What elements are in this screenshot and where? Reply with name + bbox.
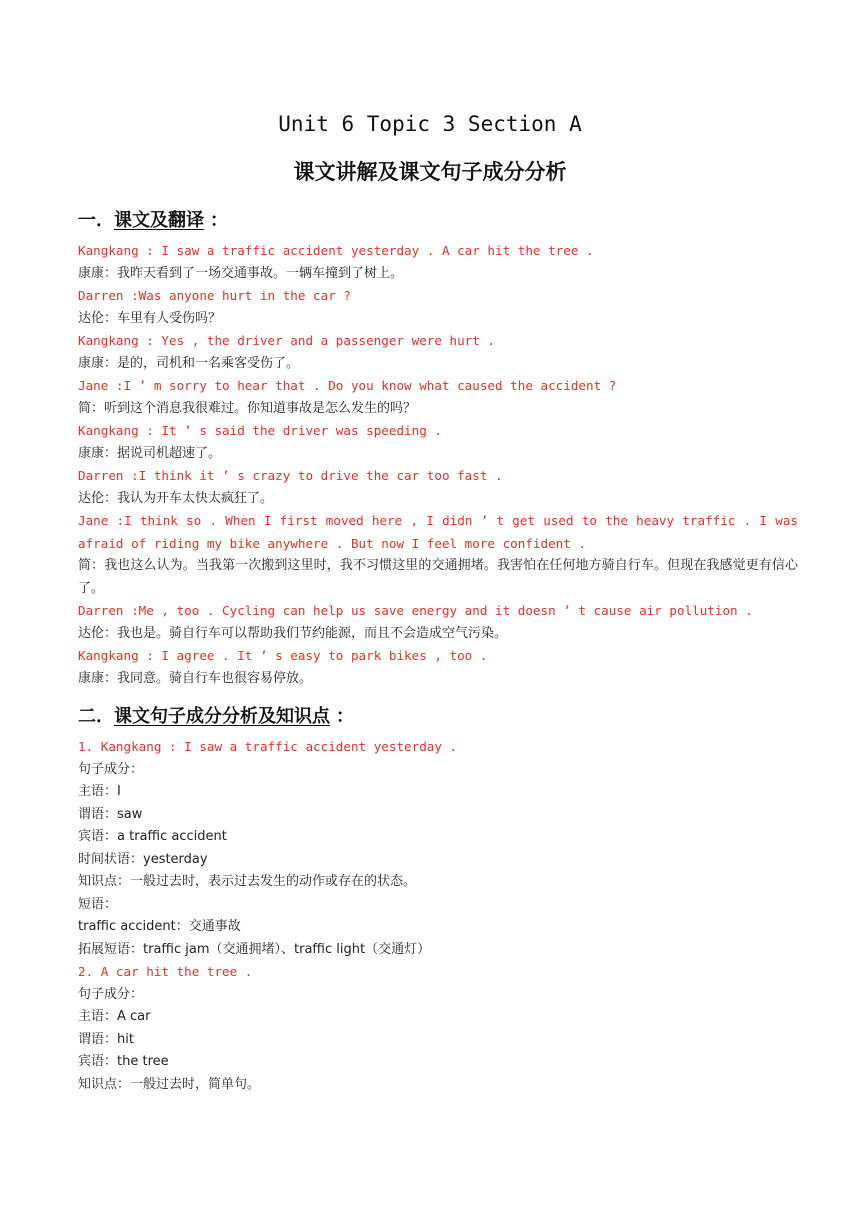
section-1-title: 课文及翻译 <box>114 210 204 231</box>
chinese-line: 时间状语：yesterday <box>78 851 208 867</box>
chinese-line: 句子成分： <box>78 761 144 777</box>
chinese-line: 康康：我昨天看到了一场交通事故。一辆车撞到了树上。 <box>78 265 404 281</box>
english-line: Darren :I think it ’ s crazy to drive the car too fast . <box>78 468 503 483</box>
chinese-line: 谓语：saw <box>78 806 143 822</box>
chinese-line: 知识点：一般过去时，表示过去发生的动作或存在的状态。 <box>78 874 417 889</box>
section-2-prefix: 二． <box>78 706 114 727</box>
chinese-line: 拓展短语：traffic jam（交通拥堵）、traffic light（交通灯） <box>78 941 431 957</box>
section-2-suffix: ： <box>336 706 354 727</box>
english-line: Kangkang : Yes , the driver and a passenger were hurt . <box>78 333 496 348</box>
chinese-line: 主语：A car <box>78 1009 151 1024</box>
chinese-line: 句子成分： <box>78 986 144 1002</box>
english-line: Darren :Was anyone hurt in the car ? <box>78 288 351 303</box>
english-line: Jane :I think so . When I first moved here , I didn ’ t get used to the heavy traffic . I was afraid of riding my bike anywhere . But now I feel more confident . <box>78 513 798 551</box>
english-line: Jane :I ’ m sorry to hear that . Do you know what caused the accident ? <box>78 378 617 393</box>
chinese-line: traffic accident：交通事故 <box>78 919 241 934</box>
chinese-line: 知识点：一般过去时，简单句。 <box>78 1076 261 1092</box>
chinese-line: 宾语：the tree <box>78 1054 169 1069</box>
english-line: Kangkang : I saw a traffic accident yesterday . A car hit the tree . <box>78 243 594 258</box>
document-subtitle: 课文讲解及课文句子成分分析 <box>293 160 567 184</box>
section-1-suffix: ： <box>210 210 228 231</box>
section-1-body <box>78 240 798 690</box>
english-line: 1. Kangkang : I saw a traffic accident yesterday . <box>78 739 458 754</box>
chinese-line: 康康：是的，司机和一名乘客受伤了。 <box>78 355 300 371</box>
chinese-line: 主语：I <box>78 784 121 799</box>
chinese-line: 宾语：a traffic accident <box>78 829 227 844</box>
chinese-line: 达伦：我认为开车太快太疯狂了。 <box>78 490 274 506</box>
chinese-line: 康康：据说司机超速了。 <box>78 445 222 461</box>
section-2-heading <box>78 702 354 728</box>
section-1-prefix: 一． <box>78 210 114 231</box>
chinese-line: 达伦：我也是。骑自行车可以帮助我们节约能源，而且不会造成空气污染。 <box>78 625 508 641</box>
english-line: Kangkang : It ’ s said the driver was speeding . <box>78 423 442 438</box>
english-line: Kangkang : I agree . It ’ s easy to park bikes , too . <box>78 648 488 663</box>
english-line: Darren :Me , too . Cycling can help us save energy and it doesn ’ t cause air pollution . <box>78 603 753 618</box>
section-2-body <box>78 736 798 1096</box>
chinese-line: 简：我也这么认为。当我第一次搬到这里时，我不习惯这里的交通拥堵。我害怕在任何地方骑自行车。但现在我感觉更有信心了。 <box>78 558 798 596</box>
chinese-line: 达伦：车里有人受伤吗？ <box>78 310 222 326</box>
section-1-heading <box>78 206 228 232</box>
chinese-line: 简：听到这个消息我很难过。你知道事故是怎么发生的吗？ <box>78 400 417 416</box>
english-line: 2. A car hit the tree . <box>78 964 253 979</box>
chinese-line: 谓语：hit <box>78 1031 134 1047</box>
chinese-line: 康康：我同意。骑自行车也很容易停放。 <box>78 670 313 686</box>
document-title: Unit 6 Topic 3 Section A <box>278 112 582 136</box>
section-2-title: 课文句子成分分析及知识点 <box>114 706 330 727</box>
chinese-line: 短语： <box>78 896 118 912</box>
